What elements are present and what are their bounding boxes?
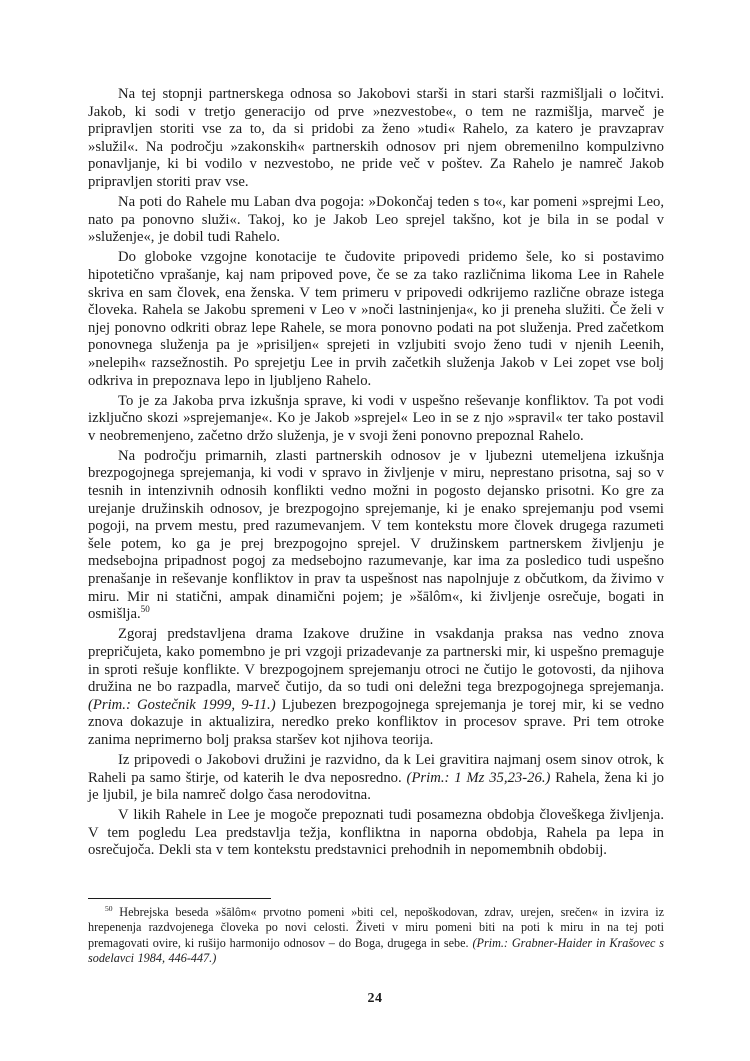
paragraph	[88, 393, 664, 446]
citation: (Prim.: Gostečnik 1999, 9-11.)	[88, 696, 276, 713]
text-run: Ljubezen brezpogojnega sprejemanja je torej mir, ki se vedno znova dokazuje in aktualizira, neredko preko konfliktov in procesov sprave. Pri tem otroke zanima neprimerno bolj praksa staršev kot njihova teorija.	[88, 696, 665, 748]
paragraph	[88, 807, 664, 860]
text-run: Hebrejska beseda »šālôm« prvotno pomeni »biti cel, nepoškodovan, zdrav, urejen, srečen« in izvira iz hrepenenja razdvojenega človeka po novi celosti. Živeti v miru pomeni biti na poti k miru in na tej poti premagovati ovire, ki rušijo harmonijo odnosov – do Boga, drugega in sebe.	[88, 905, 664, 950]
footnote-marker: 50	[105, 903, 113, 913]
footnote-separator	[88, 898, 271, 899]
paragraph	[88, 86, 664, 192]
paragraph	[88, 752, 664, 805]
text-run: Na tej stopnji partnerskega odnosa so Jakobovi starši in stari starši razmišljali o ločitvi. Jakob, ki sodi v tretjo generacijo od prve »nezvestobe«, o tem ne razmišlja, marveč je pripravljen storiti vse za to, da si pridobi za ženo »tudi« Rahelo, za katero je pravzaprav »služil«. Na področju »zakonskih« partnerskih odnosov pri njem obremenilno kompulzivno ponavljanje, ki bi vodilo v nezvestobo, ne pride več v poštev. Za Rahelo je namreč Jakob pripravljen storiti prav vse.	[88, 86, 664, 190]
citation: (Prim.: Grabner-Haider in Krašovec s sodelavci 1984, 446-447.)	[88, 935, 664, 966]
footnote-area	[88, 898, 664, 967]
text-run: Do globoke vzgojne konotacije te čudovite pripovedi pridemo šele, ko si postavimo hipotetično vprašanje, kaj nam pripoved pove, če se za tako različnima likoma Lee in Rahele skriva en sam človek, ena ženska. V tem primeru v pripovedi odkrijemo različne obraze istega človeka. Rahela se Jakobu spremeni v Leo v »noči lastninjenja«, ko ji preneha služiti. Če želi v njej ponovno odkriti obraz lepe Rahele, se mora ponovno podati na pot služenja. Pred začetkom ponovnega služenja pa je »prisiljen« sprejeti in vzljubiti svojo ženo tudi v njenih Leenih, »nelepih« razsežnostih. Po sprejetju Lee in prvih začetkih služenja Jakob v Lei zopet vse bolj odkriva in prepoznava lepo in ljubljeno Rahelo.	[88, 249, 664, 389]
text-run: Na poti do Rahele mu Laban dva pogoja: »Dokončaj teden s to«, kar pomeni »sprejmi Leo, nato pa ponovno služi«. Takoj, ko je Jakob Leo sprejel takšno, kot je bila in se podal v »služenje«, je dobil tudi Rahelo.	[88, 194, 664, 246]
citation: (Prim.: 1 Mz 35,23-26.)	[406, 769, 551, 786]
text-run: V likih Rahele in Lee je mogoče prepoznati tudi posamezna obdobja človeškega življenja. V tem pogledu Lea predstavlja težja, konfliktna in naporna obdobja, Rahela pa lepa in osrečujoča. Dekli sta v tem kontekstu predstavnici prehodnih in nepomembnih obdobij.	[88, 807, 664, 859]
text-run: Na področju primarnih, zlasti partnerskih odnosov je v ljubezni utemeljena izkušnja brezpogojnega sprejemanja, ki vodi v spravo in življenje v miru, neprestano prisotna, saj so v tesnih in intenzivnih odnosih konflikti vedno možni in pogosto dejansko prisotni. Ko gre za urejanje družinskih odnosov, je brezpogojno sprejemanje, ki je enako sprejemanju pod vsemi pogoji, na prvem mestu, pred razumevanjem. V tem kontekstu more človek drugega razumeti šele potem, ko ga je prej brezpogojno sprejel. V družinskem partnerskem življenju je medsebojna pripadnost pogoj za medsebojno razumevanje, kar ima za posledico tudi uspešno prenašanje in reševanje konfliktov in prav ta uspešnost nas napolnjuje z občutkom, da živimo v miru. Mir ni statični, ampak dinamični pojem; je »šālôm«, ki življenje osrečuje, bogati in osmišlja.	[88, 447, 664, 623]
paragraph	[88, 626, 664, 749]
footnote-ref: 50	[140, 604, 150, 615]
paragraph	[88, 448, 664, 624]
text-run: To je za Jakoba prva izkušnja sprave, ki vodi v uspešno reševanje konfliktov. Ta pot vodi izključno skozi »sprejemanje«. Ko je Jakob »sprejel« Leo in se z njo »spravil« ter tako postavil v neobremenjeno, začetno držo služenja, je v svoji ženi ponovno prepoznal Rahelo.	[88, 392, 664, 444]
footnote-text	[88, 905, 664, 967]
text-run: Iz pripovedi o Jakobovi družini je razvidno, da k Lei gravitira najmanj osem sinov otrok, k Raheli pa samo štirje, od katerih le dva neposredno.	[88, 751, 664, 786]
page-number: 24	[367, 991, 383, 1006]
paragraph	[88, 194, 664, 247]
body-paragraphs	[88, 86, 664, 863]
text-run: Zgoraj predstavljena drama Izakove družine in vsakdanja praksa nas vedno znova prepričujeta, kako pomembno je pri vzgoji prizadevanje za partnerski mir, ki uspešno premaguje in sproti rešuje konflikte. V brezpogojnem sprejemanju otroci ne čutijo le gotovosti, da njihova družina ne bo razpadla, marveč čutijo, da so tudi oni deležni tega brezpogojnega sprejemanja.	[88, 626, 664, 696]
text-run: Rahela, žena ki jo je ljubil, je bila namreč dolgo časa nerodovitna.	[88, 769, 665, 804]
paragraph	[88, 249, 664, 390]
